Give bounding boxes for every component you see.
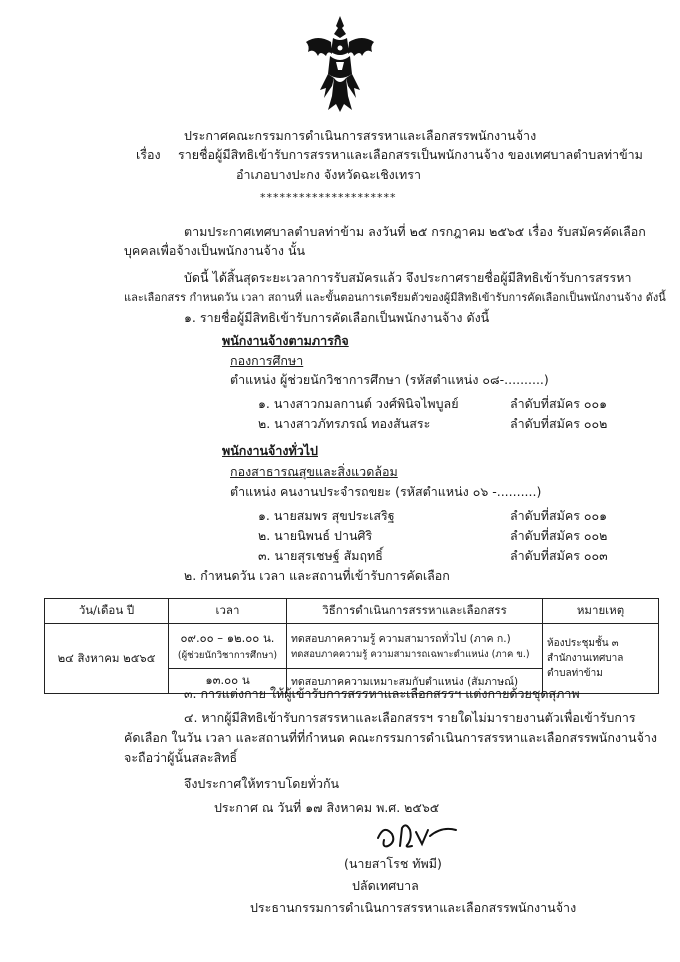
- item-4-line: ๔. หากผู้มีสิทธิเข้ารับการสรรหาและเลือกสรรฯ รายใดไม่มารายงานตัวเพื่อเข้ารับการ: [184, 710, 636, 725]
- section-b-division: กองสาธารณสุขและสิ่งแวดล้อม: [230, 464, 398, 479]
- intro-paragraph-line: และเลือกสรร กำหนดวัน เวลา สถานที่ และขั้นตอนการเตรียมตัวของผู้มีสิทธิเข้ารับการคัดเลือกเป็นพนักงานจ้าง ดังนี้: [124, 291, 666, 304]
- candidate-name: ๓. นายสุรเชษฐ์ สัมฤทธิ์: [258, 548, 383, 563]
- candidate-name: ๑. นางสาวกมลกานต์ วงศ์พินิจไพบูลย์: [258, 396, 459, 411]
- announcement-title: ประกาศคณะกรรมการดำเนินการสรรหาและเลือกสรรพนักงานจ้าง: [184, 128, 537, 143]
- item-1-heading: ๑. รายชื่อผู้มีสิทธิเข้ารับการคัดเลือกเป็นพนักงานจ้าง ดังนี้: [184, 310, 490, 325]
- signatory-name: (นายสาโรช ทัพมี): [344, 856, 442, 871]
- method-specific: ทดสอบภาคความรู้ ความสามารถเฉพาะตำแหน่ง (ภาค ข.): [291, 649, 530, 660]
- candidate-seq: ลำดับที่สมัคร ๐๐๓: [510, 548, 608, 563]
- schedule-note: [543, 624, 659, 694]
- intro-paragraph-line: บัดนี้ ได้สิ้นสุดระยะเวลาการรับสมัครแล้ว จึงประกาศรายชื่อผู้มีสิทธิเข้ารับการสรรหา: [184, 270, 632, 285]
- table-header-row: [45, 599, 659, 624]
- closing-statement: จึงประกาศให้ทราบโดยทั่วกัน: [184, 776, 340, 791]
- section-a-position: ตำแหน่ง ผู้ช่วยนักวิชาการศึกษา (รหัสตำแหน่ง ๐๘-..........): [230, 372, 549, 387]
- candidate-seq: ลำดับที่สมัคร ๐๐๒: [510, 528, 608, 543]
- candidate-seq: ลำดับที่สมัคร ๐๐๑: [510, 396, 608, 411]
- column-header: วิธีการดำเนินการสรรหาและเลือกสรร: [287, 599, 543, 624]
- signatory-title: ปลัดเทศบาล: [352, 878, 419, 893]
- schedule-time-morning: [169, 624, 287, 669]
- subject-location: อำเภอบางปะกง จังหวัดฉะเชิงเทรา: [236, 167, 422, 182]
- garuda-emblem-icon: [300, 12, 380, 117]
- schedule-method-afternoon: ทดสอบภาคความเหมาะสมกับตำแหน่ง (สัมภาษณ์): [287, 669, 543, 694]
- item-3-text: ๓. การแต่งกาย ให้ผู้เข้ารับการสรรหาและเลือกสรรฯ แต่งกายด้วยชุดสุภาพ: [184, 686, 580, 701]
- star-divider: *********************: [260, 191, 397, 204]
- signatory-role: ประธานกรรมการดำเนินการสรรหาและเลือกสรรพนักงานจ้าง: [250, 900, 577, 915]
- signature-scribble: [372, 816, 462, 854]
- intro-paragraph-line: บุคคลเพื่อจ้างเป็นพนักงานจ้าง นั้น: [124, 243, 306, 258]
- schedule-table: [44, 598, 659, 694]
- subject-label: เรื่อง: [136, 147, 161, 162]
- item-2-heading: ๒. กำหนดวัน เวลา และสถานที่เข้ารับการคัดเลือก: [184, 568, 450, 583]
- candidate-name: ๑. นายสมพร สุขประเสริฐ: [258, 508, 395, 523]
- column-header: วัน/เดือน ปี: [45, 599, 169, 624]
- schedule-date: ๒๔ สิงหาคม ๒๕๖๕: [45, 624, 169, 694]
- table-row: [45, 624, 659, 669]
- candidate-seq: ลำดับที่สมัคร ๐๐๑: [510, 508, 608, 523]
- method-general: ทดสอบภาคความรู้ ความสามารถทั่วไป (ภาค ก.): [291, 633, 511, 645]
- section-a-title: พนักงานจ้างตามภารกิจ: [222, 333, 349, 348]
- item-4-line: จะถือว่าผู้นั้นสละสิทธิ์: [124, 750, 238, 765]
- schedule-method-morning: [287, 624, 543, 669]
- note-line: สำนักงานเทศบาล: [547, 653, 624, 664]
- candidate-name: ๒. นางสาวภัทรภรณ์ ทองสันสระ: [258, 416, 431, 431]
- note-line: ตำบลท่าข้าม: [547, 668, 603, 679]
- time-morning-value: ๐๙.๐๐ – ๑๒.๐๐ น.: [180, 630, 275, 645]
- time-morning-note: (ผู้ช่วยนักวิชาการศึกษา): [177, 649, 278, 661]
- announcement-date: ประกาศ ณ วันที่ ๑๗ สิงหาคม พ.ศ. ๒๕๖๕: [214, 800, 440, 815]
- intro-paragraph-line: ตามประกาศเทศบาลตำบลท่าข้าม ลงวันที่ ๒๕ กรกฎาคม ๒๕๖๕ เรื่อง รับสมัครคัดเลือก: [184, 224, 646, 239]
- section-b-position: ตำแหน่ง คนงานประจำรถขยะ (รหัสตำแหน่ง ๐๖ -..........): [230, 484, 542, 499]
- section-b-title: พนักงานจ้างทั่วไป: [222, 443, 318, 458]
- column-header: เวลา: [169, 599, 287, 624]
- column-header: หมายเหตุ: [543, 599, 659, 624]
- item-4-line: คัดเลือก ในวัน เวลา และสถานที่ที่กำหนด คณะกรรมการดำเนินการสรรหาและเลือกสรรพนักงานจ้าง: [124, 730, 658, 745]
- section-a-division: กองการศึกษา: [230, 353, 304, 368]
- note-line: ห้องประชุมชั้น ๓: [547, 638, 619, 649]
- candidate-seq: ลำดับที่สมัคร ๐๐๒: [510, 416, 608, 431]
- subject-text: รายชื่อผู้มีสิทธิเข้ารับการสรรหาและเลือกสรรเป็นพนักงานจ้าง ของเทศบาลตำบลท่าข้าม: [178, 147, 643, 162]
- candidate-name: ๒. นายนิพนธ์ ปานศิริ: [258, 528, 373, 543]
- schedule-time-afternoon: ๑๓.๐๐ น: [169, 669, 287, 694]
